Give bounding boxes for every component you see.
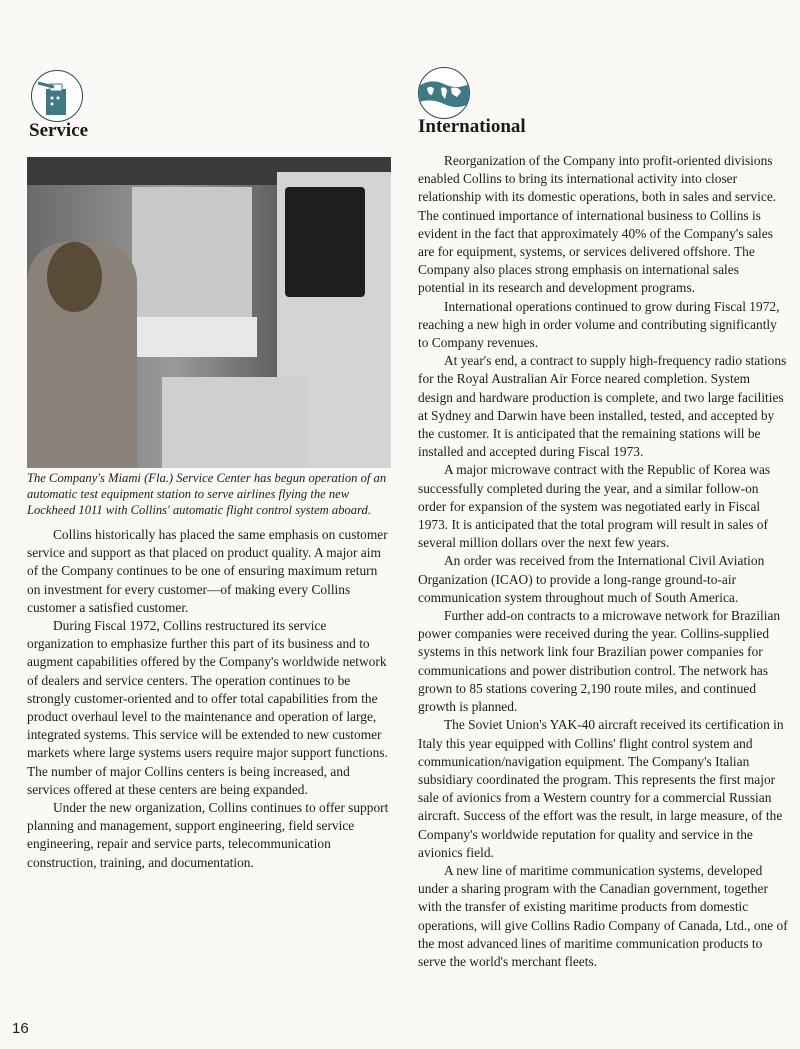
service-body [27, 526, 391, 872]
paragraph: An order was received from the International Civil Aviation Organization (ICAO) to provide a long-range ground-to-air communication system throughout much of South America. [418, 553, 765, 605]
paragraph: A major microwave contract with the Republic of Korea was successfully completed during the year, and a similar follow-on order for expansion of the system was negotiated early in Fiscal 1973. It is anticipated that the total program will result in sales of several million dollars over the next few years. [418, 462, 771, 551]
paragraph: Further add-on contracts to a microwave network for Brazilian power companies were received during the year. Collins-supplied systems in this network link four Brazilian power companies for communications and power distribution control. The network has grown to 85 stations covering 2,190 route miles, and continued growth is planned. [418, 608, 781, 715]
paragraph: Under the new organization, Collins continues to offer support planning and management, support engineering, field service engineering, repair and service parts, telecommunication construction, training, and documentation. [27, 800, 389, 870]
paragraph: The Soviet Union's YAK-40 aircraft received its certification in Italy this year equipped with Collins' flight control system and communication/navigation equipment. The Company's Italian subsidiary coordinated the program. This represents the first major sale of avionics from a Western country for a commercial Russian aircraft. Success of the effort was the result, in large measure, of the Company's worldwide reputation for quality and service in the avionics field. [418, 717, 784, 860]
paragraph: At year's end, a contract to supply high-frequency radio stations for the Royal Australian Air Force neared completion. System design and hardware production is complete, and two large facilities at Sydney and Darwin have been installed, tested, and accepted by the customer. It is anticipated that the remaining stations will be installed and accepted during Fiscal 1973. [418, 353, 787, 460]
paragraph: Reorganization of the Company into profit-oriented divisions enabled Collins to bring its international activity into closer relationship with its domestic operations, both in sales and service. The continued importance of international business to Collins is evident in the fact that approximately 40% of the Company's sales are for equipment, systems, or services delivered offshore. The Company also places strong emphasis on international sales potential in its research and development programs. [418, 153, 777, 296]
paragraph: International operations continued to grow during Fiscal 1972, reaching a new high in order volume and contributing significantly to Company revenues. [418, 298, 780, 351]
paragraph: Collins historically has placed the same emphasis on customer service and support as that placed on product quality. A major aim of the Company continues to be one of ensuring maximum return on investment for every customer—of making every Collins customer a satisfied customer. [27, 527, 388, 615]
service-equipment-icon [31, 70, 83, 122]
section-heading-service: Service [29, 120, 89, 141]
page-number: 16 [12, 1020, 29, 1037]
paragraph: During Fiscal 1972, Collins restructured its service organization to emphasize further this part of its business and to augment capabilities offered by the Company's worldwide network of dealers and service centers. The operation continues to be strongly customer-oriented and to offer total capabilities from the product overhaul level to the maintenance and operation of large, integrated systems. This service will be extended to new customer markets where large systems users require major support functions. The number of major Collins centers is being increased, and services offered at these centers are being expanded. [27, 618, 388, 797]
international-body [418, 152, 788, 971]
service-center-photo [27, 157, 391, 468]
section-heading-international: International [418, 116, 526, 137]
globe-icon [418, 67, 470, 119]
paragraph: A new line of maritime communication systems, developed under a sharing program with the Canadian government, together with the transfer of existing maritime products from domestic operations, will give Collins Radio Company of Canada, Ltd., one of the most advanced lines of maritime communication products to serve the world's merchant fleets. [418, 862, 788, 969]
photo-caption: The Company's Miami (Fla.) Service Center has begun operation of an automatic test equipment station to serve airlines flying the new Lockheed 1011 with Collins' automatic flight control system aboard. [27, 471, 387, 517]
